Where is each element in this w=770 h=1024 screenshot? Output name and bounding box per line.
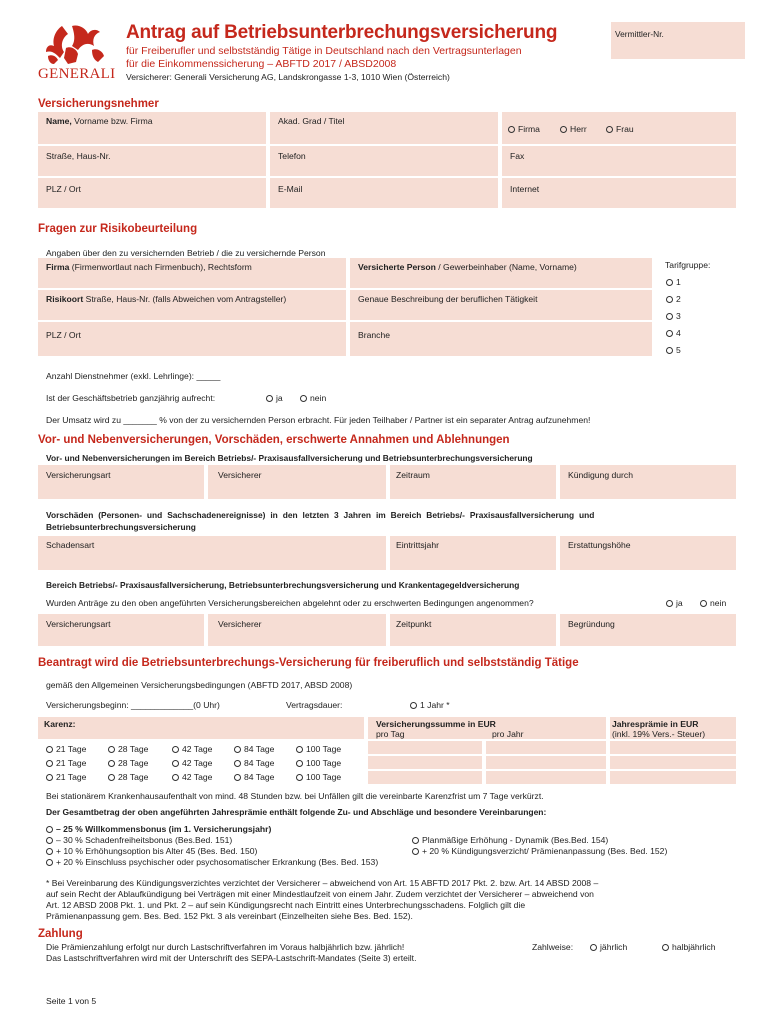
umsatz-note: Der Umsatz wird zu _______ % von der zu versichernden Person erbracht. Für jeden Teilhaber / Partner ist ein separater Antrag aufzunehmen! xyxy=(46,415,591,425)
vermittler-field[interactable] xyxy=(611,22,745,59)
risk-location-label: Risikoort Straße, Haus-Nr. (falls Abweichen vom Antragsteller) xyxy=(46,294,287,304)
sum-day-3[interactable] xyxy=(368,771,482,784)
karenz-r1-84[interactable]: 84 Tage xyxy=(234,744,274,754)
premium-1[interactable] xyxy=(610,741,736,754)
karenz-r3-21[interactable]: 21 Tage xyxy=(46,772,86,782)
karenz-r3-84[interactable]: 84 Tage xyxy=(234,772,274,782)
risk-zip-field[interactable] xyxy=(38,322,346,356)
vorversicherungen-subheading: Vor- und Nebenversicherungen im Bereich Betriebs/- Praxisausfallversicherung und Betriebsunterbrechungsversicherung xyxy=(46,453,533,463)
option-kuendigungsverzicht[interactable]: + 20 % Kündigungsverzicht/ Prämienanpassung (Bes. Bed. 152) xyxy=(412,846,667,856)
rejection-no[interactable]: nein xyxy=(700,598,726,608)
tarif-option-4[interactable]: 4 xyxy=(666,328,681,338)
footnote-line-3: Art. 12 ABSD 2008 Pkt. 1. und Pkt. 2 – auf sein Kündigungsrecht nach Eintritt eines Unterbrechungsschadens. Folglich gilt die xyxy=(46,900,526,910)
tarif-option-1[interactable]: 1 xyxy=(666,277,681,287)
risk-zip-label: PLZ / Ort xyxy=(46,330,81,340)
karenz-r1-21[interactable]: 21 Tage xyxy=(46,744,86,754)
vermittler-label: Vermittler-Nr. xyxy=(615,29,664,39)
title-label: Akad. Grad / Titel xyxy=(278,116,345,126)
page-number: Seite 1 von 5 xyxy=(46,996,97,1006)
karenz-r3-42[interactable]: 42 Tage xyxy=(172,772,212,782)
option-schadenfreiheit[interactable]: – 30 % Schadenfreiheitsbonus (Bes.Bed. 151) xyxy=(46,835,232,845)
karenz-r1-28[interactable]: 28 Tage xyxy=(108,744,148,754)
karenz-r2-42[interactable]: 42 Tage xyxy=(172,758,212,768)
prior-cancel-label: Kündigung durch xyxy=(568,470,633,480)
vorschaeden-line-1: Vorschäden (Personen- und Sachschadenereignisse) in den letzten 3 Jahren im Bereich Betriebs/- Praxisausfallversicherung und xyxy=(46,510,595,520)
internet-label: Internet xyxy=(510,184,540,194)
radio-frau[interactable]: Frau xyxy=(606,124,634,134)
option-willkommensbonus[interactable]: – 25 % Willkommensbonus (im 1. Versicherungsjahr) xyxy=(46,824,271,834)
damage-year-label: Eintrittsjahr xyxy=(396,540,439,550)
karenz-r1-100[interactable]: 100 Tage xyxy=(296,744,341,754)
rejection-yes[interactable]: ja xyxy=(666,598,683,608)
surcharges-heading: Der Gesamtbetrag der oben angeführten Jahresprämie enthält folgende Zu- und Abschläge und besondere Vereinbarungen: xyxy=(46,807,547,817)
prior-type-label: Versicherungsart xyxy=(46,470,111,480)
karenz-r3-100[interactable]: 100 Tage xyxy=(296,772,341,782)
karenz-r1-42[interactable]: 42 Tage xyxy=(172,744,212,754)
activity-label: Genaue Beschreibung der beruflichen Tätigkeit xyxy=(358,294,538,304)
rejection-subheading: Bereich Betriebs/- Praxisausfallversicherung, Betriebsunterbrechungsversicherung und Krankentagegeldversicherung xyxy=(46,580,520,590)
karenz-label: Karenz: xyxy=(44,719,76,729)
sum-label: Versicherungssumme in EUR xyxy=(376,719,496,729)
section-beantragt: Beantragt wird die Betriebsunterbrechungs-Versicherung für freiberuflich und selbstständig Tätige xyxy=(38,657,579,669)
prior-insurer-label: Versicherer xyxy=(218,470,262,480)
insured-person-label: Versicherte Person / Gewerbeinhaber (Name, Vorname) xyxy=(358,262,577,272)
premium-tax-label: (inkl. 19% Vers.- Steuer) xyxy=(612,729,706,739)
radio-firma[interactable]: Firma xyxy=(508,124,540,134)
risiko-intro: Angaben über den zu versichernden Betrieb / die zu versichernde Person xyxy=(46,248,326,258)
karenz-r2-100[interactable]: 100 Tage xyxy=(296,758,341,768)
karenz-options xyxy=(38,740,364,784)
employees-question: Anzahl Dienstnehmer (exkl. Lehrlinge): _____ xyxy=(46,371,221,381)
karenz-header xyxy=(38,717,364,739)
footnote-line-4: Prämienanpassung gem. Bes. Bed. 152 Pkt. 3 als vereinbart (Einzelheiten siehe Bes. Bed. 152). xyxy=(46,911,413,921)
karenz-r2-28[interactable]: 28 Tage xyxy=(108,758,148,768)
section-risiko: Fragen zur Risikobeurteilung xyxy=(38,223,198,235)
zip-city-label: PLZ / Ort xyxy=(46,184,81,194)
company-label: Firma (Firmenwortlaut nach Firmenbuch), Rechtsform xyxy=(46,262,252,272)
section-zahlung: Zahlung xyxy=(38,928,83,940)
start-date-field[interactable]: Versicherungsbeginn: _____________(0 Uhr) xyxy=(46,700,220,710)
rejection-question: Wurden Anträge zu den oben angeführten Versicherungsbereichen abgelehnt oder zu erschwerten Bedingungen angenommen? xyxy=(46,598,534,608)
industry-label: Branche xyxy=(358,330,391,340)
vorschaeden-line-2: Betriebsunterbrechungsversicherung xyxy=(46,522,196,532)
sum-year-3[interactable] xyxy=(486,771,606,784)
damage-type-label: Schadensart xyxy=(46,540,95,550)
payment-halfyearly[interactable]: halbjährlich xyxy=(662,942,715,952)
yearround-yes[interactable]: ja xyxy=(266,393,283,403)
damage-amount-label: Erstattungshöhe xyxy=(568,540,631,550)
duration-label: Vertragsdauer: xyxy=(286,700,343,710)
option-dynamik[interactable]: Planmäßige Erhöhung - Dynamik (Bes.Bed. 154) xyxy=(412,835,608,845)
conditions-note: gemäß den Allgemeinen Versicherungsbedingungen (ABFTD 2017, ABSD 2008) xyxy=(46,680,353,690)
rej-date-label: Zeitpunkt xyxy=(396,619,432,629)
duration-1-year[interactable]: 1 Jahr * xyxy=(410,700,450,710)
sum-year-1[interactable] xyxy=(486,741,606,754)
option-psychisch[interactable]: + 20 % Einschluss psychischer oder psychosomatischer Erkrankung (Bes. Bed. 153) xyxy=(46,857,378,867)
premium-label: Jahresprämie in EUR xyxy=(612,719,699,729)
per-year-label: pro Jahr xyxy=(492,729,524,739)
radio-herr[interactable]: Herr xyxy=(560,124,587,134)
name-label: Name, Vorname bzw. Firma xyxy=(46,116,153,126)
email-label: E-Mail xyxy=(278,184,303,194)
rej-type-label: Versicherungsart xyxy=(46,619,111,629)
premium-2[interactable] xyxy=(610,756,736,769)
prior-period-label: Zeitraum xyxy=(396,470,430,480)
subtitle-line-1: für Freiberufler und selbstständig Tätige in Deutschland nach den Vertragsunterlagen xyxy=(126,45,522,57)
page-title: Antrag auf Betriebsunterbrechungsversicherung xyxy=(126,22,558,43)
payment-mode-label: Zahlweise: xyxy=(532,942,574,952)
sum-year-2[interactable] xyxy=(486,756,606,769)
payment-yearly[interactable]: jährlich xyxy=(590,942,627,952)
footnote-line-2: auf sein Recht der Ablaufkündigung bei Verträgen mit einer Mindestlaufzeit von einem Jahr. Zudem verzichtet der Versicherer – abweichend von xyxy=(46,889,594,899)
option-erhoehung[interactable]: + 10 % Erhöhungsoption bis Alter 45 (Bes. Bed. 150) xyxy=(46,846,257,856)
karenz-r3-28[interactable]: 28 Tage xyxy=(108,772,148,782)
yearround-no[interactable]: nein xyxy=(300,393,326,403)
karenz-r2-21[interactable]: 21 Tage xyxy=(46,758,86,768)
section-versicherungsnehmer: Versicherungsnehmer xyxy=(38,98,159,110)
industry-field[interactable] xyxy=(350,322,652,356)
street-label: Straße, Haus-Nr. xyxy=(46,151,111,161)
sum-day-2[interactable] xyxy=(368,756,482,769)
footnote-line-1: * Bei Vereinbarung des Kündigungsverzichtes verzichtet der Versicherer – abweichend von Art. 15 ABFTD 2017 Pkt. 2. bzw. Art. 14 ABSD 2008 – xyxy=(46,878,599,888)
tarif-option-5[interactable]: 5 xyxy=(666,345,681,355)
tarif-option-3[interactable]: 3 xyxy=(666,311,681,321)
fax-label: Fax xyxy=(510,151,525,161)
payment-line-1: Die Prämienzahlung erfolgt nur durch Lastschriftverfahren im Voraus halbjährlich bzw. jährlich! xyxy=(46,942,405,952)
per-day-label: pro Tag xyxy=(376,729,405,739)
section-vorversicherungen: Vor- und Nebenversicherungen, Vorschäden, erschwerte Annahmen und Ablehnungen xyxy=(38,434,510,446)
fax-field[interactable] xyxy=(502,146,736,176)
tarif-option-2[interactable]: 2 xyxy=(666,294,681,304)
phone-label: Telefon xyxy=(278,151,306,161)
subtitle-line-2: für die Einkommenssicherung – ABFTD 2017 / ABSD2008 xyxy=(126,58,397,70)
yearround-question: Ist der Geschäftsbetrieb ganzjährig aufrecht: xyxy=(46,393,216,403)
premium-3[interactable] xyxy=(610,771,736,784)
rej-insurer-label: Versicherer xyxy=(218,619,262,629)
tarifgruppe-label: Tarifgruppe: xyxy=(665,260,711,270)
karenz-r2-84[interactable]: 84 Tage xyxy=(234,758,274,768)
hospital-note: Bei stationärem Krankenhausaufenthalt von mind. 48 Stunden bzw. bei Unfällen gilt die vereinbarte Karenzfrist um 7 Tage verkürzt. xyxy=(46,791,544,801)
logo-wordmark: GENERALI xyxy=(38,66,116,82)
payment-line-2: Das Lastschriftverfahren wird mit der Unterschrift des SEPA-Lastschrift-Mandates (Seite 3) erteilt. xyxy=(46,953,417,963)
insurer-address: Versicherer: Generali Versicherung AG, Landskrongasse 1-3, 1010 Wien (Österreich) xyxy=(126,72,450,82)
rej-reason-label: Begründung xyxy=(568,619,615,629)
sum-day-1[interactable] xyxy=(368,741,482,754)
email-field[interactable] xyxy=(270,178,498,208)
